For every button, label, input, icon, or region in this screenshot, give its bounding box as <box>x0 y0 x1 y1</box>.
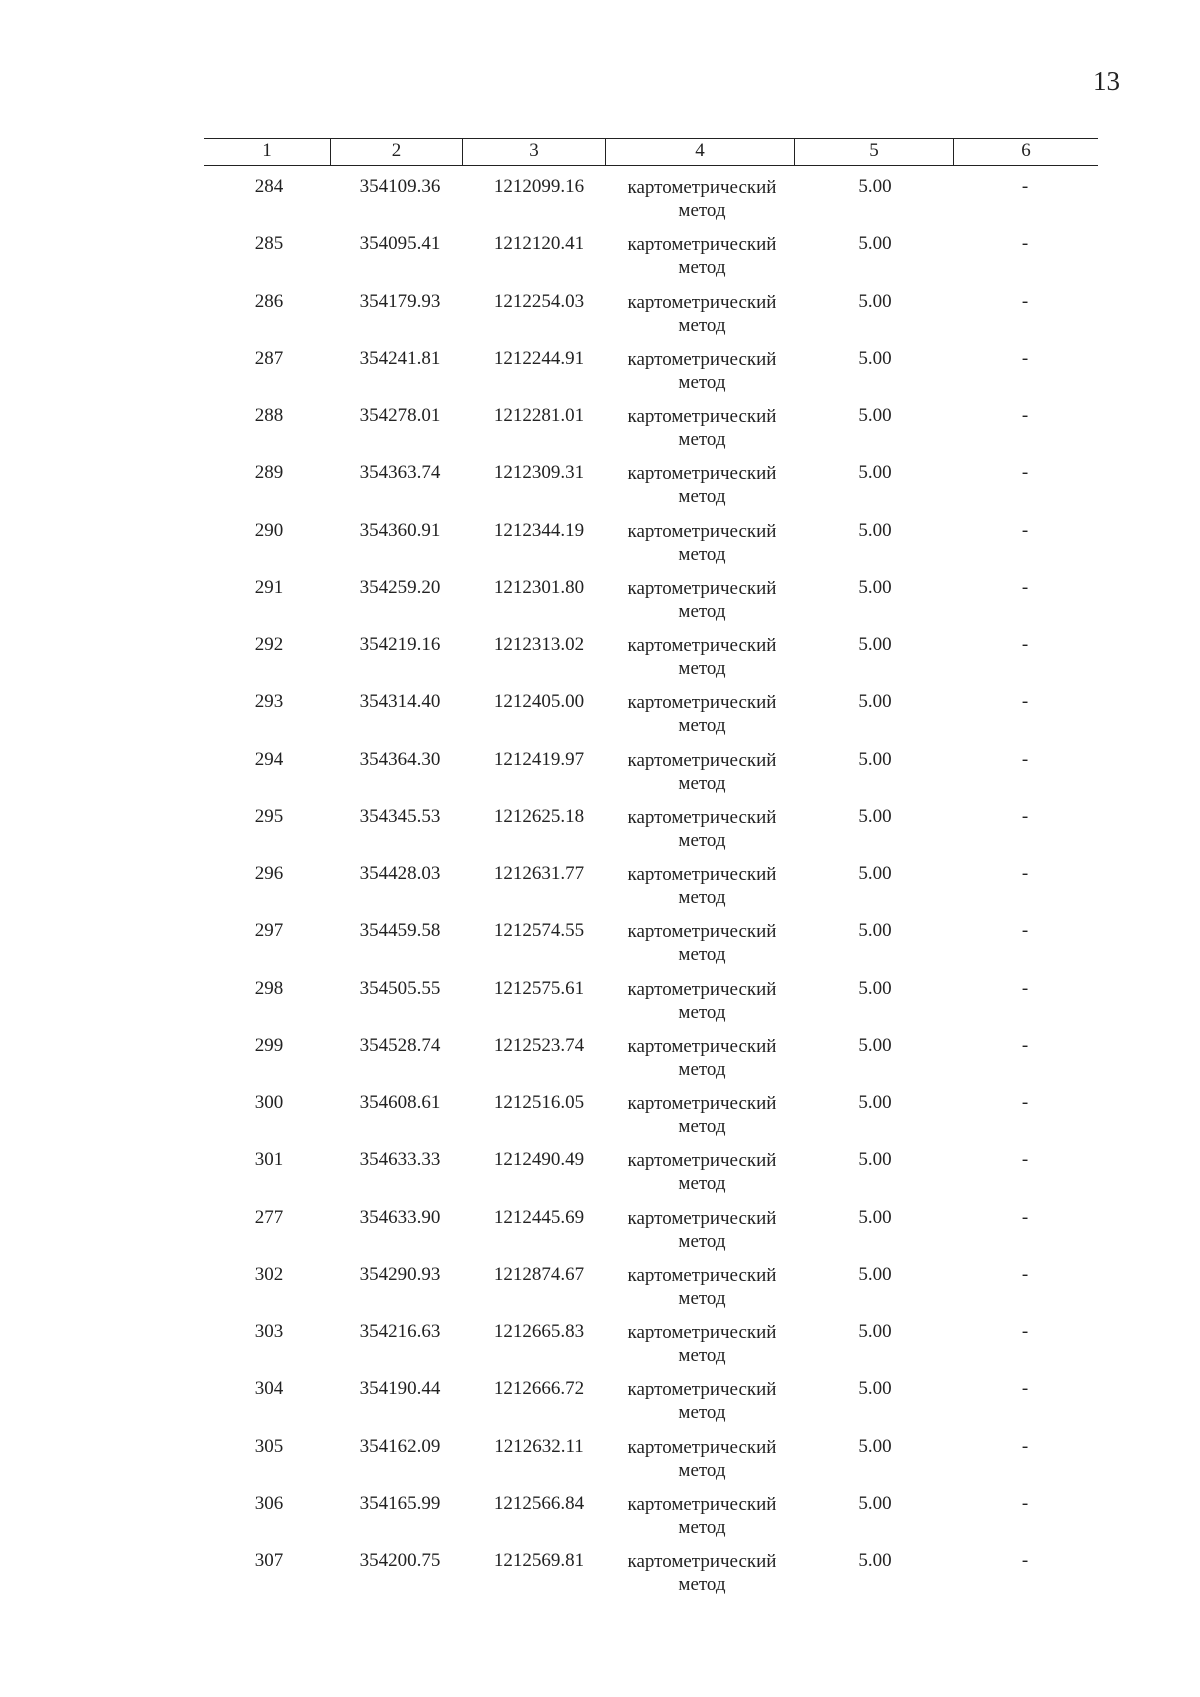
accuracy-cell: 5.00 <box>858 462 892 484</box>
accuracy-cell: 5.00 <box>858 977 892 999</box>
point-number-cell: 304 <box>254 1378 284 1400</box>
description-cell: - <box>1021 233 1029 255</box>
y-coordinate-cell: 1212281.01 <box>493 405 585 426</box>
method-cell: картометрический метод <box>627 348 777 393</box>
table-row <box>0 1493 1200 1550</box>
point-number-cell: 301 <box>254 1149 284 1171</box>
header-col-4: 4 <box>605 139 794 165</box>
method-cell: картометрический метод <box>627 978 777 1023</box>
page-number: 13 <box>1093 66 1120 96</box>
table-row <box>0 691 1200 748</box>
table-row <box>0 405 1200 462</box>
x-coordinate-cell: 354314.40 <box>359 691 441 713</box>
table-row <box>0 348 1200 405</box>
description-cell: - <box>1021 462 1029 484</box>
method-cell: картометрический метод <box>627 1436 777 1481</box>
y-coordinate-cell: 1212344.19 <box>493 519 585 541</box>
accuracy-cell: 5.00 <box>858 405 892 426</box>
method-cell: картометрический метод <box>627 291 777 336</box>
point-number-cell: 305 <box>254 1435 284 1457</box>
description-cell: - <box>1021 176 1029 197</box>
description-cell: - <box>1021 691 1029 713</box>
description-cell: - <box>1021 519 1029 541</box>
point-number-cell: 298 <box>254 977 284 999</box>
method-cell: картометрический метод <box>627 234 777 279</box>
y-coordinate-cell: 1212254.03 <box>493 290 585 312</box>
accuracy-cell: 5.00 <box>858 1206 892 1228</box>
description-cell: - <box>1021 290 1029 312</box>
y-coordinate-cell: 1212665.83 <box>493 1321 585 1342</box>
table-row <box>0 577 1200 634</box>
description-cell: - <box>1021 1149 1029 1171</box>
y-coordinate-cell: 1212405.00 <box>493 691 585 713</box>
x-coordinate-cell: 354259.20 <box>359 576 441 598</box>
x-coordinate-cell: 354360.91 <box>359 519 441 541</box>
x-coordinate-cell: 354505.55 <box>359 977 441 999</box>
description-cell: - <box>1021 920 1029 942</box>
y-coordinate-cell: 1212244.91 <box>493 347 585 369</box>
accuracy-cell: 5.00 <box>858 233 892 255</box>
point-number-cell: 293 <box>254 691 284 713</box>
table-row <box>0 1264 1200 1321</box>
accuracy-cell: 5.00 <box>858 1263 892 1285</box>
table-row <box>0 1436 1200 1493</box>
accuracy-cell: 5.00 <box>858 576 892 598</box>
y-coordinate-cell: 1212574.55 <box>493 920 585 942</box>
point-number-cell: 299 <box>254 1034 284 1056</box>
accuracy-cell: 5.00 <box>858 1492 892 1514</box>
table-row <box>0 749 1200 806</box>
x-coordinate-cell: 354241.81 <box>359 347 441 369</box>
y-coordinate-cell: 1212569.81 <box>493 1550 585 1571</box>
method-cell: картометрический метод <box>627 577 777 622</box>
description-cell: - <box>1021 863 1029 884</box>
description-cell: - <box>1021 1321 1029 1342</box>
header-col-3: 3 <box>462 139 605 165</box>
description-cell: - <box>1021 1492 1029 1514</box>
x-coordinate-cell: 354290.93 <box>359 1263 441 1285</box>
x-coordinate-cell: 354363.74 <box>359 462 441 484</box>
header-col-6: 6 <box>953 139 1098 165</box>
y-coordinate-cell: 1212419.97 <box>493 748 585 770</box>
accuracy-cell: 5.00 <box>858 176 892 197</box>
accuracy-cell: 5.00 <box>858 805 892 827</box>
point-number-cell: 277 <box>254 1206 284 1228</box>
table-row <box>0 233 1200 290</box>
accuracy-cell: 5.00 <box>858 1435 892 1457</box>
y-coordinate-cell: 1212313.02 <box>493 634 585 655</box>
y-coordinate-cell: 1212516.05 <box>493 1092 585 1113</box>
x-coordinate-cell: 354219.16 <box>359 634 441 655</box>
x-coordinate-cell: 354200.75 <box>359 1550 441 1571</box>
table-row <box>0 176 1200 233</box>
y-coordinate-cell: 1212666.72 <box>493 1378 585 1400</box>
x-coordinate-cell: 354216.63 <box>359 1321 441 1342</box>
x-coordinate-cell: 354428.03 <box>359 863 441 884</box>
method-cell: картометрический метод <box>627 635 777 679</box>
table-row <box>0 291 1200 348</box>
table-row <box>0 920 1200 977</box>
y-coordinate-cell: 1212632.11 <box>494 1435 584 1457</box>
y-coordinate-cell: 1212566.84 <box>493 1492 585 1514</box>
method-cell: картометрический метод <box>627 1551 777 1595</box>
method-cell: картометрический метод <box>627 1093 777 1137</box>
table-row <box>0 1550 1200 1607</box>
y-coordinate-cell: 1212445.69 <box>493 1206 585 1228</box>
method-cell: картометрический метод <box>627 921 777 966</box>
y-coordinate-cell: 1212625.18 <box>493 805 585 827</box>
accuracy-cell: 5.00 <box>858 1092 892 1113</box>
method-cell: картометрический метод <box>627 463 777 508</box>
x-coordinate-cell: 354162.09 <box>359 1435 441 1457</box>
point-number-cell: 288 <box>254 405 284 426</box>
method-cell: картометрический метод <box>627 1493 777 1538</box>
point-number-cell: 287 <box>254 347 284 369</box>
table-row <box>0 462 1200 519</box>
method-cell: картометрический метод <box>627 692 777 737</box>
accuracy-cell: 5.00 <box>858 634 892 655</box>
description-cell: - <box>1021 805 1029 827</box>
table-row <box>0 1378 1200 1435</box>
x-coordinate-cell: 354190.44 <box>359 1378 441 1400</box>
x-coordinate-cell: 354608.61 <box>359 1092 441 1113</box>
method-cell: картометрический метод <box>627 520 777 565</box>
point-number-cell: 286 <box>254 290 284 312</box>
accuracy-cell: 5.00 <box>858 748 892 770</box>
point-number-cell: 290 <box>254 519 284 541</box>
description-cell: - <box>1021 1550 1029 1571</box>
accuracy-cell: 5.00 <box>858 519 892 541</box>
table-row <box>0 634 1200 691</box>
y-coordinate-cell: 1212874.67 <box>493 1263 585 1285</box>
y-coordinate-cell: 1212301.80 <box>493 576 585 598</box>
description-cell: - <box>1021 748 1029 770</box>
accuracy-cell: 5.00 <box>858 1321 892 1342</box>
accuracy-cell: 5.00 <box>858 1149 892 1171</box>
table-row <box>0 1321 1200 1378</box>
point-number-cell: 289 <box>254 462 284 484</box>
y-coordinate-cell: 1212120.41 <box>493 233 585 255</box>
table-header <box>204 138 1098 166</box>
x-coordinate-cell: 354345.53 <box>359 805 441 827</box>
method-cell: картометрический метод <box>627 806 777 851</box>
header-col-1: 1 <box>262 140 272 161</box>
point-number-cell: 297 <box>254 920 284 942</box>
header-col-5: 5 <box>794 139 953 165</box>
x-coordinate-cell: 354633.33 <box>359 1149 441 1171</box>
description-cell: - <box>1021 1263 1029 1285</box>
method-cell: картометрический метод <box>627 749 777 794</box>
point-number-cell: 302 <box>254 1263 284 1285</box>
x-coordinate-cell: 354179.93 <box>359 290 441 312</box>
accuracy-cell: 5.00 <box>858 1034 892 1056</box>
description-cell: - <box>1021 1435 1029 1457</box>
method-cell: картометрический метод <box>627 1322 777 1366</box>
x-coordinate-cell: 354095.41 <box>359 233 441 255</box>
description-cell: - <box>1021 977 1029 999</box>
accuracy-cell: 5.00 <box>858 863 892 884</box>
point-number-cell: 292 <box>254 634 284 655</box>
x-coordinate-cell: 354459.58 <box>359 920 441 942</box>
method-cell: картометрический метод <box>627 1035 777 1080</box>
accuracy-cell: 5.00 <box>858 347 892 369</box>
point-number-cell: 296 <box>254 863 284 884</box>
point-number-cell: 303 <box>254 1321 284 1342</box>
description-cell: - <box>1021 347 1029 369</box>
method-cell: картометрический метод <box>627 1150 777 1195</box>
table-row <box>0 1035 1200 1092</box>
method-cell: картометрический метод <box>627 406 777 450</box>
x-coordinate-cell: 354278.01 <box>359 405 441 426</box>
description-cell: - <box>1021 634 1029 655</box>
description-cell: - <box>1021 576 1029 598</box>
accuracy-cell: 5.00 <box>858 1378 892 1400</box>
point-number-cell: 295 <box>254 805 284 827</box>
table-row <box>0 520 1200 577</box>
description-cell: - <box>1021 1378 1029 1400</box>
table-row <box>0 863 1200 920</box>
point-number-cell: 291 <box>254 576 284 598</box>
header-col-2: 2 <box>330 139 462 165</box>
point-number-cell: 294 <box>254 748 284 770</box>
x-coordinate-cell: 354364.30 <box>359 748 441 770</box>
accuracy-cell: 5.00 <box>858 920 892 942</box>
description-cell: - <box>1021 1034 1029 1056</box>
y-coordinate-cell: 1212490.49 <box>493 1149 585 1171</box>
point-number-cell: 306 <box>254 1492 284 1514</box>
table-row <box>0 978 1200 1035</box>
table-row <box>0 1092 1200 1149</box>
method-cell: картометрический метод <box>627 1207 777 1252</box>
description-cell: - <box>1021 405 1029 426</box>
description-cell: - <box>1021 1092 1029 1113</box>
table-row <box>0 1207 1200 1264</box>
y-coordinate-cell: 1212309.31 <box>493 462 585 484</box>
y-coordinate-cell: 1212631.77 <box>493 863 585 884</box>
method-cell: картометрический метод <box>627 177 777 221</box>
y-coordinate-cell: 1212523.74 <box>493 1034 585 1056</box>
accuracy-cell: 5.00 <box>858 1550 892 1571</box>
point-number-cell: 300 <box>254 1092 284 1113</box>
point-number-cell: 285 <box>254 233 284 255</box>
method-cell: картометрический метод <box>627 1379 777 1424</box>
x-coordinate-cell: 354528.74 <box>359 1034 441 1056</box>
accuracy-cell: 5.00 <box>858 290 892 312</box>
method-cell: картометрический метод <box>627 864 777 908</box>
y-coordinate-cell: 1212099.16 <box>493 176 585 197</box>
method-cell: картометрический метод <box>627 1264 777 1309</box>
x-coordinate-cell: 354109.36 <box>359 176 441 197</box>
x-coordinate-cell: 354633.90 <box>359 1206 441 1228</box>
y-coordinate-cell: 1212575.61 <box>493 977 585 999</box>
table-row <box>0 806 1200 863</box>
point-number-cell: 284 <box>254 176 284 197</box>
table-row <box>0 1149 1200 1206</box>
point-number-cell: 307 <box>254 1550 284 1571</box>
description-cell: - <box>1021 1206 1029 1228</box>
accuracy-cell: 5.00 <box>858 691 892 713</box>
table-body <box>0 176 1200 1607</box>
x-coordinate-cell: 354165.99 <box>359 1492 441 1514</box>
